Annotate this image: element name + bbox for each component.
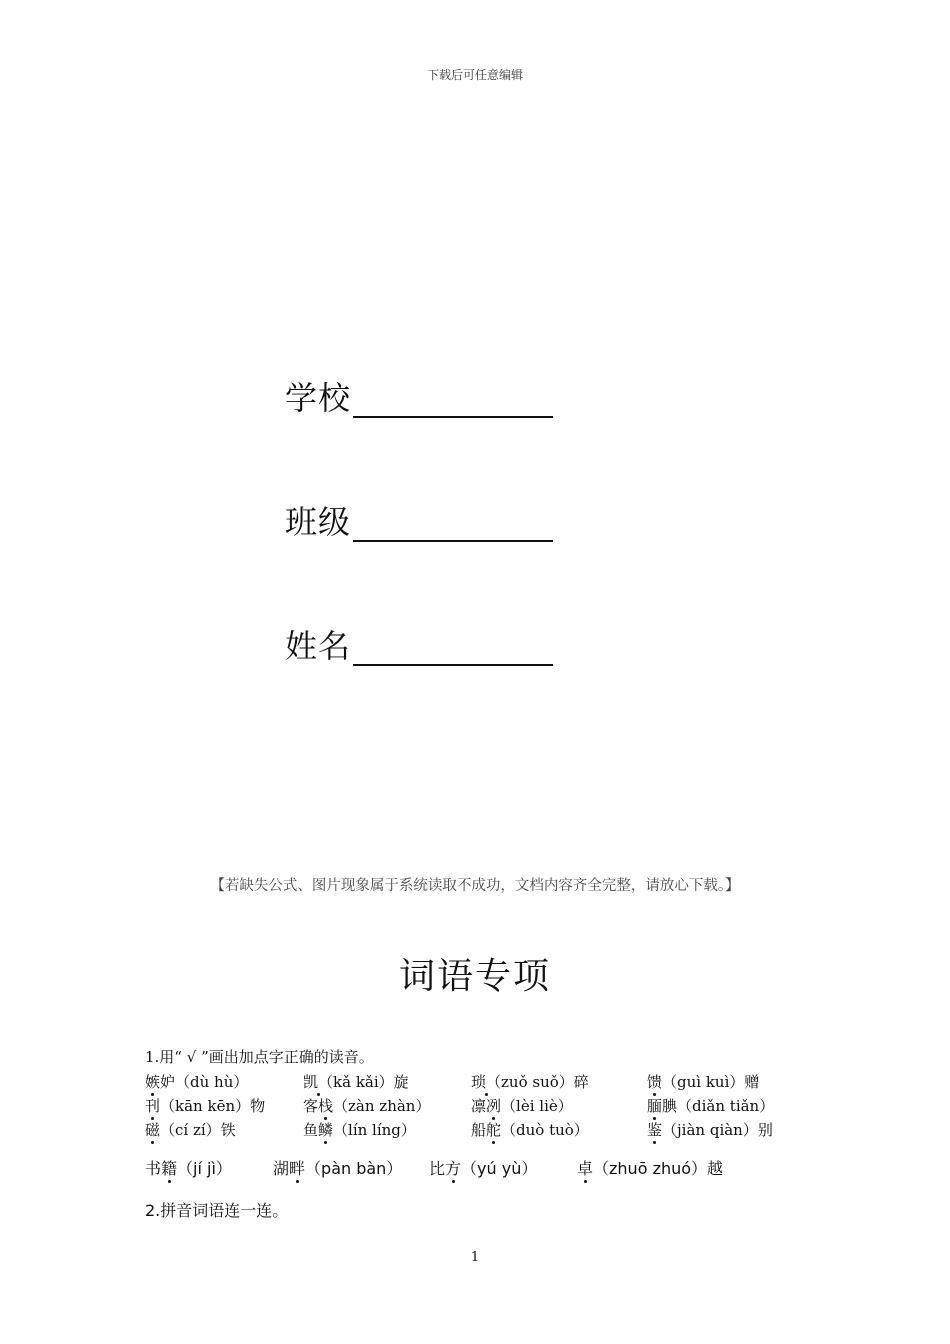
page-number: 1 [470, 1250, 480, 1265]
school-blank[interactable] [353, 382, 553, 418]
class-label: 班级 [285, 503, 352, 541]
name-field [285, 626, 553, 666]
word-item: 嫉妒（dù hù） [145, 1073, 249, 1091]
word-item: 腼腆（diǎn tiǎn） [647, 1097, 775, 1115]
school-field [285, 378, 553, 418]
name-label: 姓名 [285, 627, 352, 665]
question-1-prompt: 1.用“ √ ”画出加点字正确的读音。 [145, 1048, 374, 1066]
word-item: 琐（zuǒ suǒ）碎 [471, 1073, 589, 1091]
class-field [285, 502, 553, 542]
school-label: 学校 [285, 379, 352, 417]
word-item: 书籍（jí jì） [145, 1159, 232, 1178]
word-item: 磁（cí zí）铁 [145, 1121, 236, 1139]
question-1-grid [145, 1070, 825, 1146]
word-item: 卓（zhuō zhuó）越 [577, 1159, 724, 1178]
page-header: 下载后可任意编辑 [426, 68, 523, 82]
word-item: 凛冽（lèi liè） [471, 1097, 573, 1115]
word-item: 比方（yú yù） [429, 1159, 538, 1178]
word-item: 客栈（zàn zhàn） [303, 1097, 431, 1115]
question-1-extra-row [145, 1156, 845, 1182]
section-title: 词语专项 [398, 956, 551, 997]
word-item: 鱼鳞（lín líng） [303, 1121, 416, 1139]
word-item: 凯（kǎ kǎi）旋 [303, 1073, 409, 1091]
name-blank[interactable] [353, 630, 553, 666]
word-item: 湖畔（pàn bàn） [273, 1159, 403, 1178]
word-item: 馈（guì kuì）赠 [647, 1073, 760, 1091]
word-item: 刊（kān kēn）物 [145, 1097, 266, 1115]
word-item: 船舵（duò tuò） [471, 1121, 589, 1139]
word-item: 鉴（jiàn qiàn）别 [647, 1121, 773, 1139]
download-notice: 【若缺失公式、图片现象属于系统读取不成功，文档内容齐全完整，请放心下载。】 [210, 878, 740, 894]
class-blank[interactable] [353, 506, 553, 542]
question-2-prompt: 2.拼音词语连一连。 [145, 1201, 289, 1220]
